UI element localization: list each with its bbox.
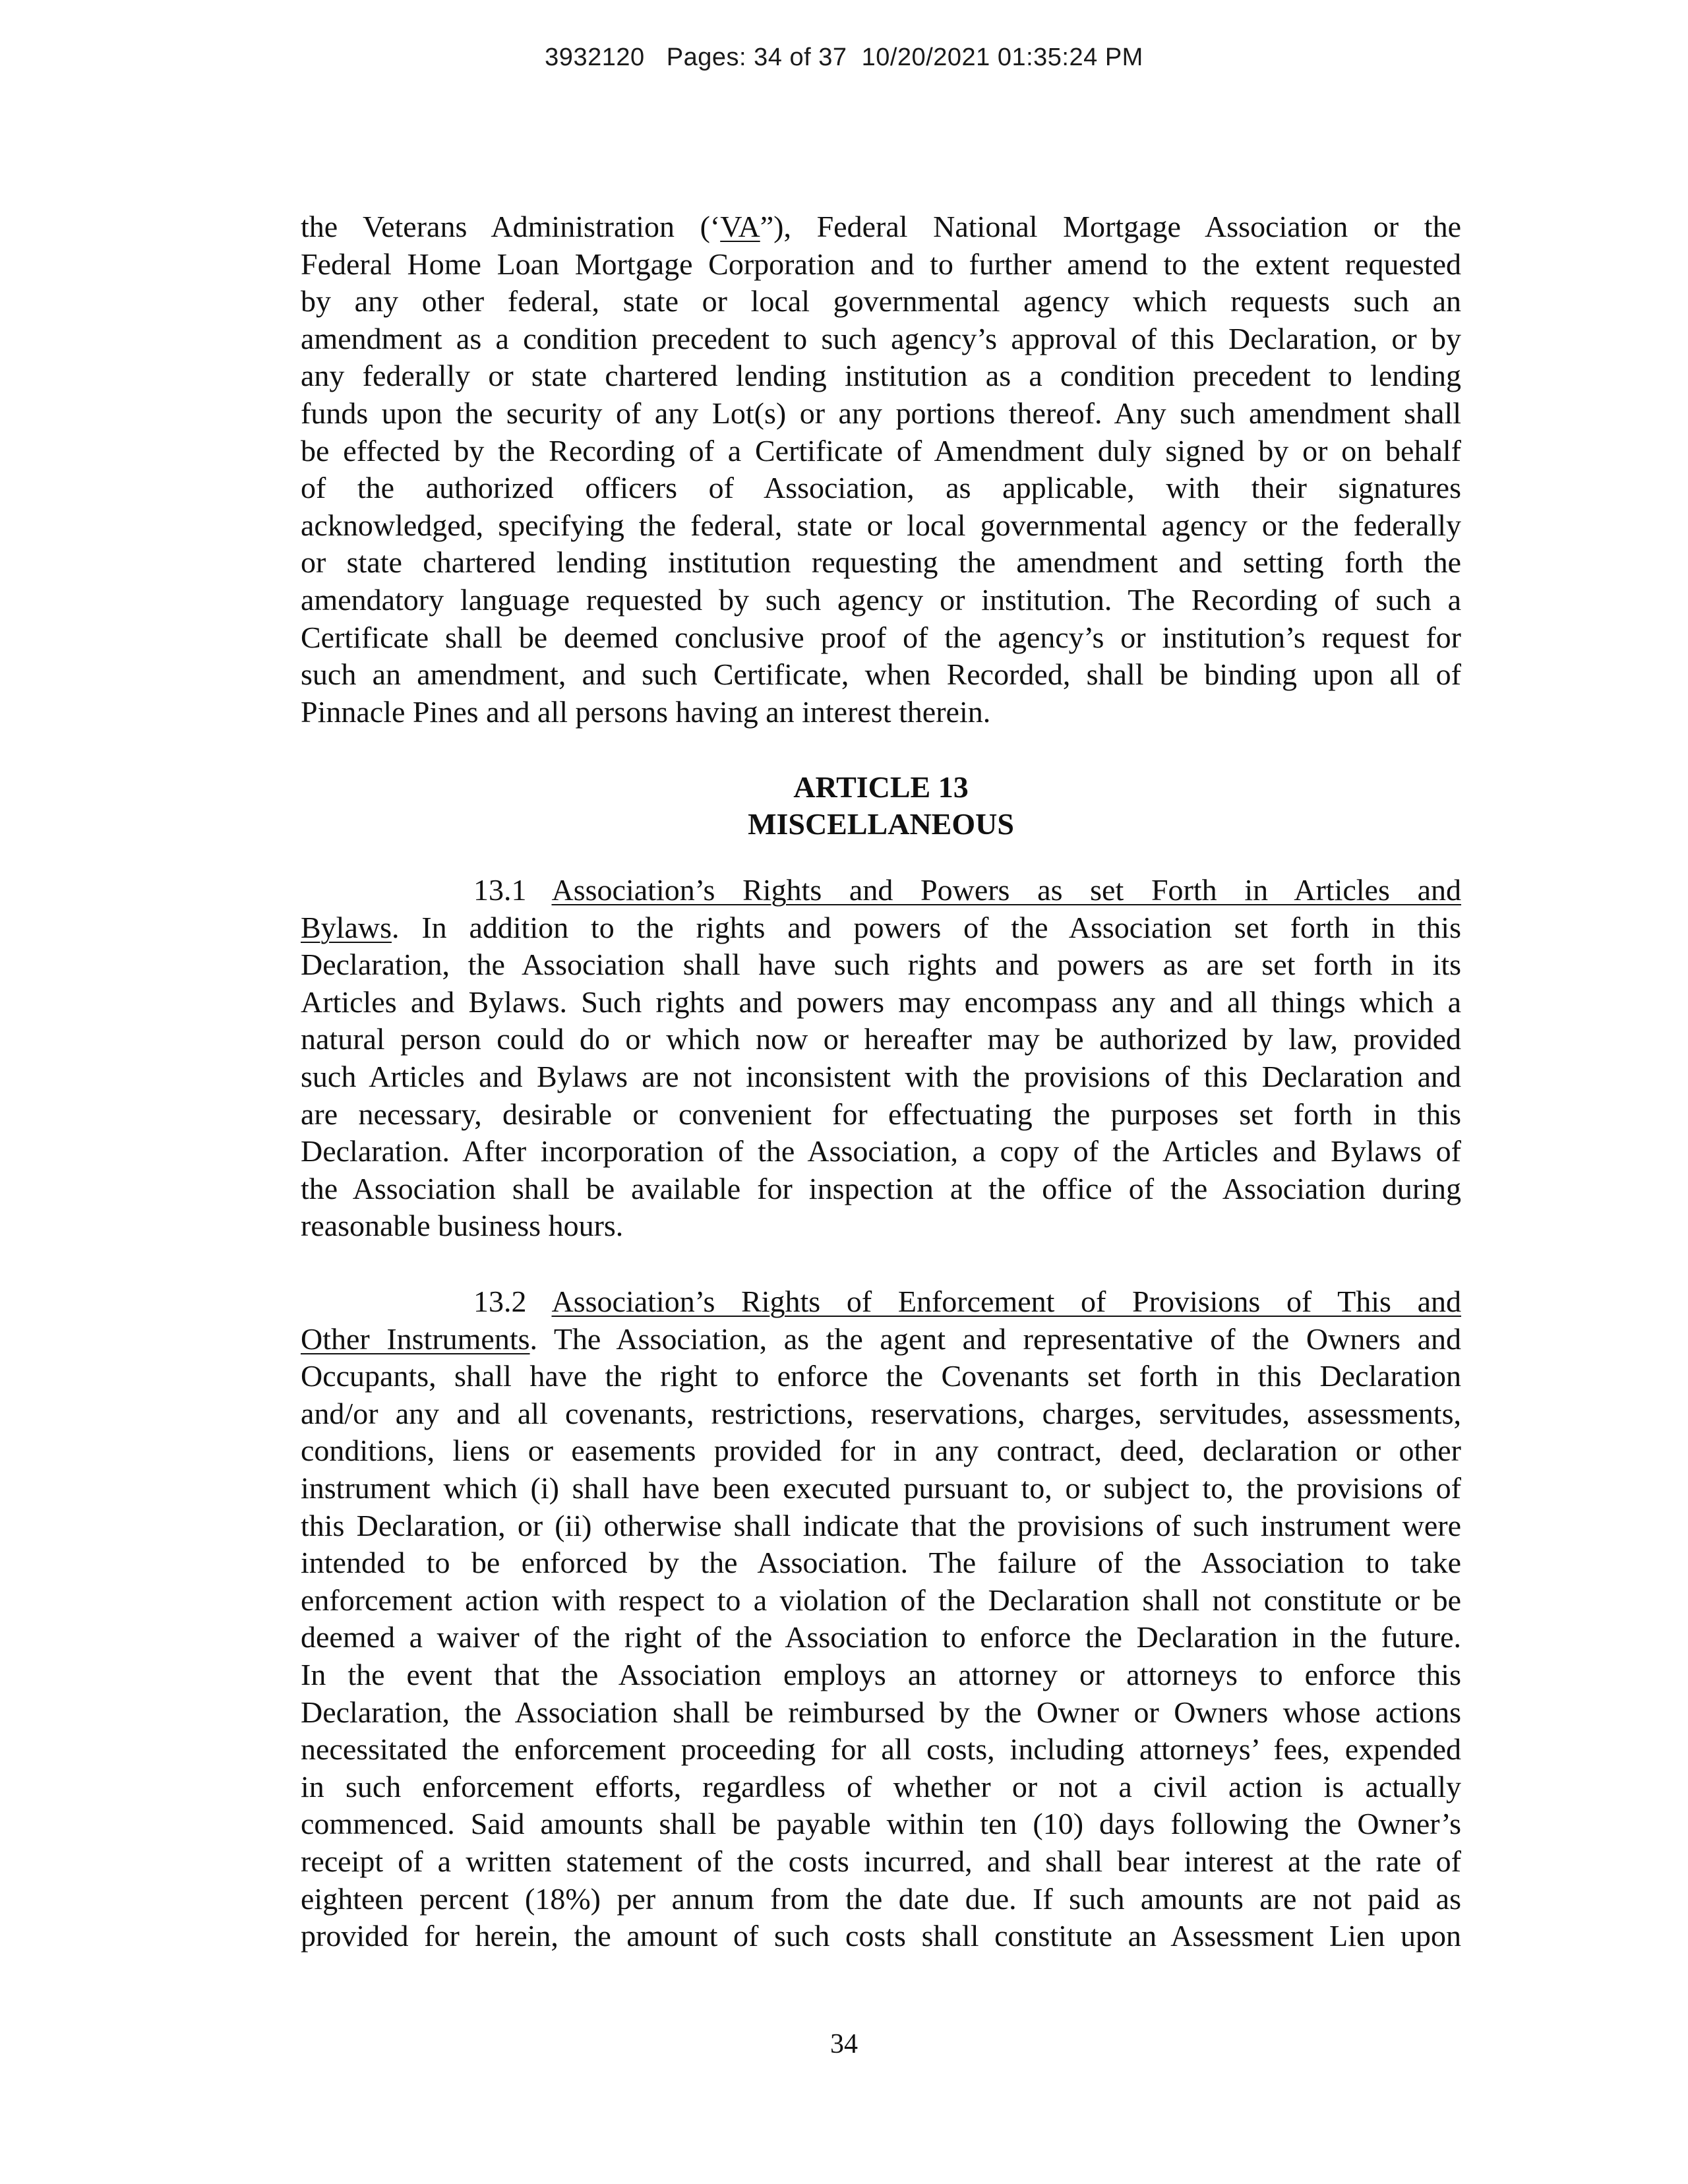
- section-number: 13.1: [473, 873, 527, 907]
- article-title: MISCELLANEOUS: [748, 807, 1014, 841]
- text-line: Pinnacle Pines and all persons having an interest therein.: [301, 694, 991, 729]
- text-line: In the event that the Association employs an attorney or attorneys to enforce this: [301, 1657, 1461, 1691]
- text-line: instrument which (i) shall have been executed pursuant to, or subject to, the provisions of: [301, 1471, 1461, 1505]
- va-abbreviation: VA: [720, 210, 760, 243]
- text-line: deemed a waiver of the right of the Association to enforce the Declaration in the future.: [301, 1620, 1461, 1654]
- text-line: conditions, liens or easements provided for in any contract, deed, declaration or other: [301, 1434, 1461, 1468]
- text-line: Federal Home Loan Mortgage Corporation and to further amend to the extent requested: [301, 247, 1461, 281]
- section-heading-continued: Bylaws: [301, 910, 392, 944]
- text-line: be effected by the Recording of a Certificate of Amendment duly signed by or on behalf: [301, 433, 1461, 468]
- text-line: necessitated the enforcement proceeding for all costs, including attorneys’ fees, expended: [301, 1732, 1461, 1767]
- text-line: such an amendment, and such Certificate, when Recorded, shall be binding upon all of: [301, 657, 1461, 692]
- section-text: . The Association, as the agent and representative of the Owners and: [529, 1321, 1461, 1356]
- text-line: in such enforcement efforts, regardless of whether or not a civil action is actually: [301, 1769, 1461, 1804]
- text-line: Articles and Bylaws. Such rights and powers may encompass any and all things which a: [301, 985, 1461, 1019]
- text-line: by any other federal, state or local governmental agency which requests such an: [301, 284, 1461, 318]
- text-line: acknowledged, specifying the federal, state or local governmental agency or the federally: [301, 508, 1461, 542]
- section-heading: Association’s Rights and Powers as set Forth in Articles and: [551, 873, 1461, 907]
- text-line: [301, 909, 1461, 947]
- section-13-2: [301, 1283, 1461, 1955]
- text-line: and/or any and all covenants, restrictions, reservations, charges, servitudes, assessments,: [301, 1396, 1461, 1430]
- text-line: Declaration. After incorporation of the Association, a copy of the Articles and Bylaws of: [301, 1134, 1461, 1168]
- text-line: Declaration, the Association shall have such rights and powers as are set forth in its: [301, 948, 1461, 982]
- text-line: reasonable business hours.: [301, 1209, 624, 1243]
- text-line: the Veterans Administration (‘VA”), Federal National Mortgage Association or the: [301, 210, 1461, 243]
- recording-header: 3932120 Pages: 34 of 37 10/20/2021 01:35:24 PM: [545, 44, 1143, 71]
- section-heading-line: [301, 872, 1461, 909]
- paragraph-amendment-continuation: [301, 208, 1461, 731]
- text-line: such Articles and Bylaws are not inconsistent with the provisions of this Declaration and: [301, 1059, 1461, 1093]
- text-line: intended to be enforced by the Association. The failure of the Association to take: [301, 1546, 1461, 1580]
- section-heading-continued: Other Instruments: [301, 1321, 530, 1356]
- text-line: receipt of a written statement of the costs incurred, and shall bear interest at the rate of: [301, 1844, 1461, 1878]
- text-line: any federally or state chartered lending institution as a condition precedent to lending: [301, 359, 1461, 393]
- text-line: the Association shall be available for inspection at the office of the Association during: [301, 1171, 1461, 1205]
- text-line: of the authorized officers of Association, as applicable, with their signatures: [301, 471, 1461, 505]
- article-number: ARTICLE 13: [793, 770, 969, 804]
- text-line: commenced. Said amounts shall be payable within ten (10) days following the Owner’s: [301, 1807, 1461, 1841]
- text-line: Declaration, the Association shall be reimbursed by the Owner or Owners whose actions: [301, 1695, 1461, 1729]
- section-number: 13.2: [473, 1285, 527, 1318]
- text-line: are necessary, desirable or convenient for effectuating the purposes set forth in this: [301, 1097, 1461, 1131]
- text-line: [301, 1321, 1461, 1358]
- page-number: 34: [830, 2029, 858, 2059]
- text-line: amendment as a condition precedent to such agency’s approval of this Declaration, or by: [301, 321, 1461, 355]
- text-line: Certificate shall be deemed conclusive proof of the agency’s or institution’s request for: [301, 620, 1461, 654]
- text-line: funds upon the security of any Lot(s) or any portions thereof. Any such amendment shall: [301, 396, 1461, 430]
- text-line: Occupants, shall have the right to enforce the Covenants set forth in this Declaration: [301, 1359, 1461, 1393]
- text-line: provided for herein, the amount of such costs shall constitute an Assessment Lien upon: [301, 1919, 1461, 1953]
- text-line: eighteen percent (18%) per annum from the date due. If such amounts are not paid as: [301, 1881, 1461, 1916]
- section-heading-line: [301, 1283, 1461, 1321]
- text-line: this Declaration, or (ii) otherwise shall indicate that the provisions of such instrument were: [301, 1508, 1461, 1542]
- text-line: or state chartered lending institution requesting the amendment and setting forth the: [301, 545, 1461, 580]
- text-line: enforcement action with respect to a violation of the Declaration shall not constitute or be: [301, 1583, 1461, 1617]
- text-line: amendatory language requested by such agency or institution. The Recording of such a: [301, 582, 1461, 617]
- section-heading: Association’s Rights of Enforcement of Provisions of This and: [551, 1285, 1461, 1318]
- section-13-1: [301, 872, 1461, 1245]
- section-text: . In addition to the rights and powers of the Association set forth in this: [392, 910, 1461, 944]
- text-line: natural person could do or which now or hereafter may be authorized by law, provided: [301, 1022, 1461, 1056]
